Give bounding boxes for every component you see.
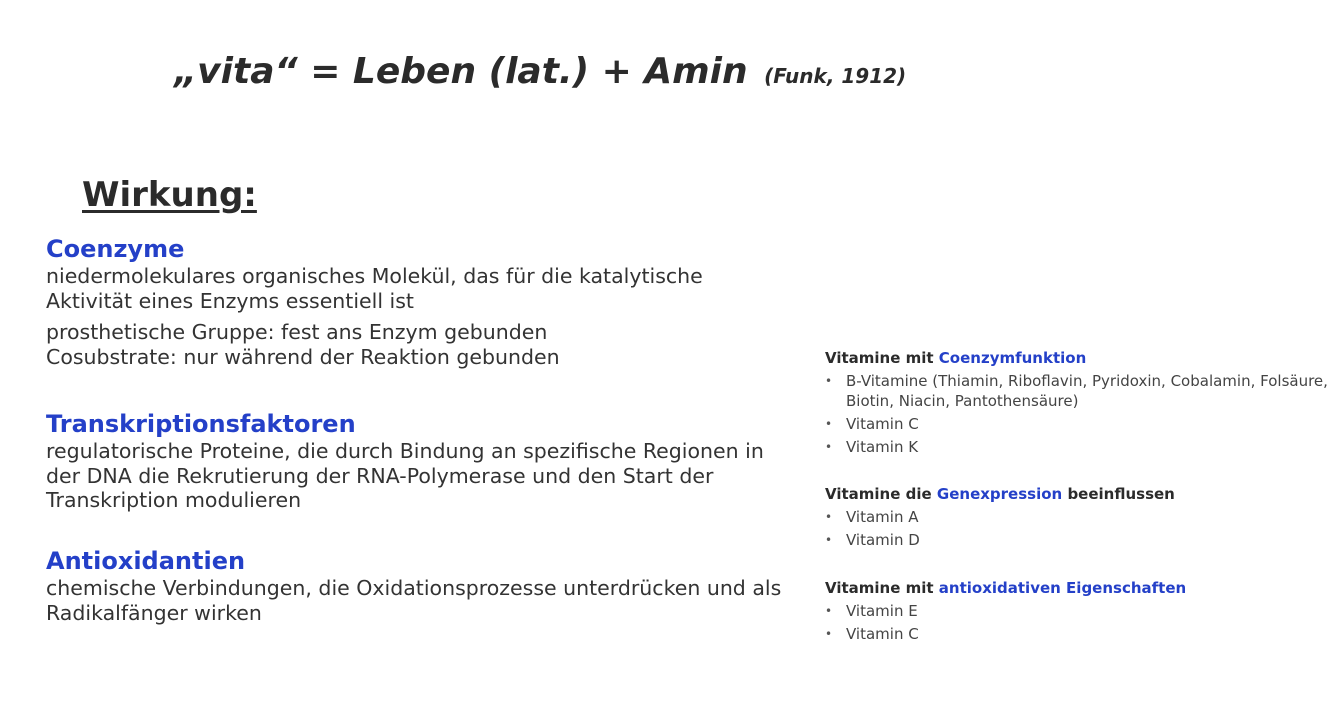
section-title: Antioxidantien bbox=[46, 547, 246, 575]
section-title: Coenzyme bbox=[46, 235, 185, 263]
section-text: chemische Verbindungen, die Oxidationsprozesse unterdrücken und als Radikalfänger wirken bbox=[46, 576, 782, 625]
group-title-prefix: Vitamine die bbox=[825, 485, 937, 503]
vitamin-group-coenzyme bbox=[825, 347, 1334, 457]
group-title-highlight: Coenzymfunktion bbox=[938, 349, 1087, 367]
bullet-icon: • bbox=[825, 374, 833, 388]
vitamin-group-gene-expression bbox=[825, 483, 1334, 551]
group-title-prefix: Vitamine mit bbox=[825, 578, 939, 597]
group-title-highlight: antioxidativen Eigenschaften bbox=[938, 578, 1187, 597]
list-item-text: Vitamin C bbox=[846, 414, 919, 433]
list-item bbox=[825, 625, 1334, 645]
section-antioxidants bbox=[46, 546, 806, 625]
bullet-icon: • bbox=[825, 533, 833, 547]
slide-title bbox=[174, 48, 906, 100]
list-item bbox=[825, 372, 1334, 411]
title-main: „vita“ = Leben (lat.) + Amin bbox=[174, 51, 748, 92]
group-title bbox=[825, 577, 1334, 599]
section-coenzyme bbox=[46, 234, 806, 369]
section-heading: Wirkung: bbox=[82, 175, 257, 215]
vitamin-group-antioxidative bbox=[825, 577, 1334, 645]
vitamin-groups-panel bbox=[825, 347, 1334, 670]
vitamin-list bbox=[825, 372, 1334, 457]
list-item-text: Vitamin K bbox=[846, 437, 919, 456]
section-text: prosthetische Gruppe: fest ans Enzym gebunden Cosubstrate: nur während der Reaktion gebunden bbox=[46, 320, 560, 369]
list-item-text: Vitamin C bbox=[846, 624, 919, 643]
bullet-icon: • bbox=[825, 416, 833, 431]
group-title-suffix: beeinflussen bbox=[1062, 485, 1175, 503]
section-title: Transkriptionsfaktoren bbox=[46, 410, 356, 438]
vitamin-list bbox=[825, 508, 1334, 551]
list-item bbox=[825, 438, 1334, 458]
list-item bbox=[825, 508, 1334, 528]
section-transcription-factors bbox=[46, 409, 806, 513]
list-item-text: B-Vitamine (Thiamin, Riboflavin, Pyridoxin, Cobalamin, Folsäure, Biotin, Niacin, Pantothensäure) bbox=[846, 372, 1328, 410]
group-title-prefix: Vitamine mit bbox=[825, 349, 939, 367]
title-citation: (Funk, 1912) bbox=[764, 64, 907, 88]
list-item-text: Vitamin D bbox=[846, 531, 920, 549]
group-title bbox=[825, 347, 1334, 369]
list-item-text: Vitamin A bbox=[846, 508, 919, 526]
bullet-icon: • bbox=[825, 510, 833, 524]
group-title bbox=[825, 483, 1334, 505]
group-title-highlight: Genexpression bbox=[936, 485, 1063, 503]
bullet-icon: • bbox=[825, 439, 833, 454]
list-item bbox=[825, 415, 1334, 435]
section-text: regulatorische Proteine, die durch Bindung an spezifische Regionen in der DNA die Rekrutierung der RNA-Polymerase und den Start der Transkription modulieren bbox=[46, 439, 764, 512]
list-item bbox=[825, 602, 1334, 622]
section-text: niedermolekulares organisches Molekül, das für die katalytische Aktivität eines Enzyms essentiell ist bbox=[46, 264, 703, 313]
bullet-icon: • bbox=[825, 603, 833, 618]
list-item bbox=[825, 531, 1334, 551]
bullet-icon: • bbox=[825, 626, 833, 641]
list-item-text: Vitamin E bbox=[846, 601, 918, 620]
vitamin-list bbox=[825, 602, 1334, 645]
